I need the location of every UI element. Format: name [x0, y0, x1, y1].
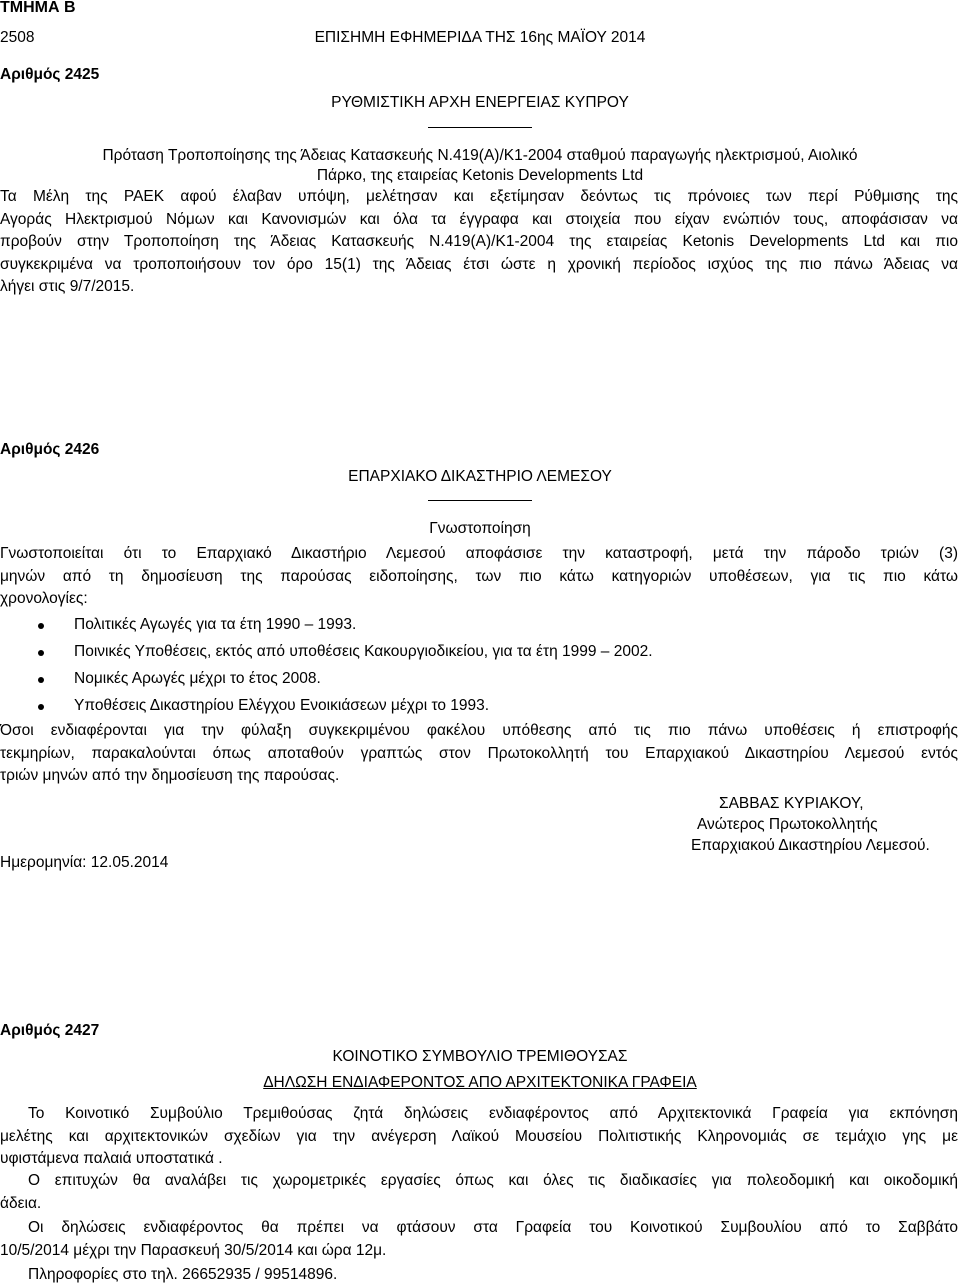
body-line: τεκμηρίων, παρακαλούνται όπως αποταθούν γραπτώς στον Πρωτοκολλητή του Επαρχιακού Δικαστηρίου Λεμεσού εντός	[0, 744, 958, 762]
body-line: χρονολογίες:	[0, 590, 88, 607]
notice-para-1	[0, 1103, 958, 1171]
body-line: υφιστάμενα παλαιά υποστατικά .	[0, 1150, 223, 1167]
bullet-icon	[38, 650, 44, 656]
bullet-icon	[38, 623, 44, 629]
separator-rule	[428, 500, 532, 501]
notice-body	[0, 186, 958, 299]
body-line: Οι δηλώσεις ενδιαφέροντος θα πρέπει να φτάσουν στα Γραφεία του Κοινοτικού Συμβουλίου από το Σαββάτο	[28, 1219, 958, 1236]
signatory-name: ΣΑΒΒΑΣ ΚΥΡΙΑΚΟΥ,	[719, 795, 864, 812]
notice-number: Αριθμός 2425	[0, 66, 100, 83]
list-item: Υποθέσεις Δικαστηρίου Ελέγχου Ενοικιάσεων μέχρι το 1993.	[74, 697, 490, 714]
notice-subject: Πάρκο, της εταιρείας Ketonis Developments Ltd	[316, 167, 644, 184]
bullet-icon	[38, 704, 44, 710]
list-item: Ποινικές Υποθέσεις, εκτός από υποθέσεις Κακουργιοδικείου, για τα έτη 1999 – 2002.	[74, 643, 653, 660]
body-line: συγκεκριμένα να τροποποιήσουν τον όρο 15(1) της Άδειας έτσι ώστε η χρονική περίοδος ισχύος της πιο πάνω Άδειας να	[0, 255, 958, 273]
court-title: ΕΠΑΡΧΙΑΚΟ ΔΙΚΑΣΤΗΡΙΟ ΛΕΜΕΣΟΥ	[348, 468, 612, 485]
body-line: προβούν στην Τροποποίηση της Άδειας Κατασκευής Ν.419(Α)/Κ1-2004 της εταιρείας Ketonis Developments Ltd και πιο	[0, 233, 958, 250]
notice-subject: ΔΗΛΩΣΗ ΕΝΔΙΑΦΕΡΟΝΤΟΣ ΑΠΟ ΑΡΧΙΤΕΚΤΟΝΙΚΑ ΓΡΑΦΕΙΑ	[263, 1074, 697, 1091]
contact-info: Πληροφορίες στο τηλ. 26652935 / 99514896.	[28, 1266, 338, 1283]
list-item: Πολιτικές Αγωγές για τα έτη 1990 – 1993.	[74, 616, 357, 633]
body-line: Γνωστοποιείται ότι το Επαρχιακό Δικαστήριο Λεμεσού αποφάσισε την καταστροφή, μετά την πάροδο τριών (3)	[0, 545, 958, 562]
body-line: λήγει στις 9/7/2015.	[0, 278, 135, 295]
authority-title: ΡΥΘΜΙΣΤΙΚΗ ΑΡΧΗ ΕΝΕΡΓΕΙΑΣ ΚΥΠΡΟΥ	[331, 94, 629, 111]
page-number: 2508	[0, 29, 35, 46]
notice-date: Ημερομηνία: 12.05.2014	[0, 854, 169, 871]
body-line: Αγοράς Ηλεκτρισμού Νόμων και Κανονισμών και όλα τα έγγραφα και στοιχεία που είχαν ενώπιόν τους, αποφάσισαν να	[0, 210, 958, 228]
notice-intro	[0, 543, 958, 611]
bullet-icon	[38, 677, 44, 683]
notice-subject: Πρόταση Τροποποίησης της Άδειας Κατασκευής Ν.419(Α)/Κ1-2004 σταθμού παραγωγής ηλεκτρισμού, Αιολικό	[102, 147, 858, 164]
body-line: τριών μηνών από την δημοσίευση της παρούσας.	[0, 767, 340, 784]
body-line: μηνών από τη δημοσίευση της παρούσας ειδοποίησης, των πιο κάτω κατηγοριών υποθέσεων, για τις πιο κάτω	[0, 567, 958, 585]
list-item: Νομικές Αρωγές μέχρι το έτος 2008.	[74, 670, 321, 687]
section-label: ΤΜΗΜΑ Β	[0, 0, 76, 16]
body-line: Όσοι ενδιαφέρονται για την φύλαξη συγκεκριμένου φακέλου υπόθεσης από τις πιο πάνω υποθέσεις ή επιστροφής	[0, 722, 958, 739]
notice-closing	[0, 720, 958, 788]
notice-para-3	[0, 1217, 958, 1262]
body-line: μελέτης και αρχιτεκτονικών σχεδίων για την ανέγερση Λαϊκού Μουσείου Πολιτιστικής Κληρονομιάς σε τεμάχιο γης με	[0, 1127, 958, 1145]
body-line: άδεια.	[0, 1194, 42, 1212]
separator-rule	[428, 127, 532, 128]
council-title: ΚΟΙΝΟΤΙΚΟ ΣΥΜΒΟΥΛΙΟ ΤΡΕΜΙΘΟΥΣΑΣ	[332, 1048, 628, 1065]
notice-para-2	[0, 1170, 958, 1215]
notice-number: Αριθμός 2427	[0, 1022, 100, 1039]
notice-number: Αριθμός 2426	[0, 441, 100, 458]
body-line: 10/5/2014 μέχρι την Παρασκευή 30/5/2014 και ώρα 12μ.	[0, 1241, 387, 1259]
notice-heading: Γνωστοποίηση	[429, 520, 531, 537]
signatory-title: Ανώτερος Πρωτοκολλητής	[697, 816, 878, 833]
signatory-office: Επαρχιακού Δικαστηρίου Λεμεσού.	[691, 837, 930, 854]
body-line: Το Κοινοτικό Συμβούλιο Τρεμιθούσας ζητά δηλώσεις ενδιαφέροντος από Αρχιτεκτονικά Γραφεία για εκπόνηση	[28, 1105, 958, 1122]
body-line: Τα Μέλη της ΡΑΕΚ αφού έλαβαν υπόψη, μελέτησαν και εξετίμησαν δεόντως τις πρόνοιες των περί Ρύθμισης της	[0, 188, 958, 205]
body-line: Ο επιτυχών θα αναλάβει τις χωρομετρικές εργασίες όπως και όλες τις διαδικασίες για πολεοδομική και οικοδομική	[28, 1172, 958, 1189]
gazette-title: ΕΠΙΣΗΜΗ ΕΦΗΜΕΡΙΔΑ ΤΗΣ 16ης ΜΑΪΟΥ 2014	[314, 29, 646, 46]
